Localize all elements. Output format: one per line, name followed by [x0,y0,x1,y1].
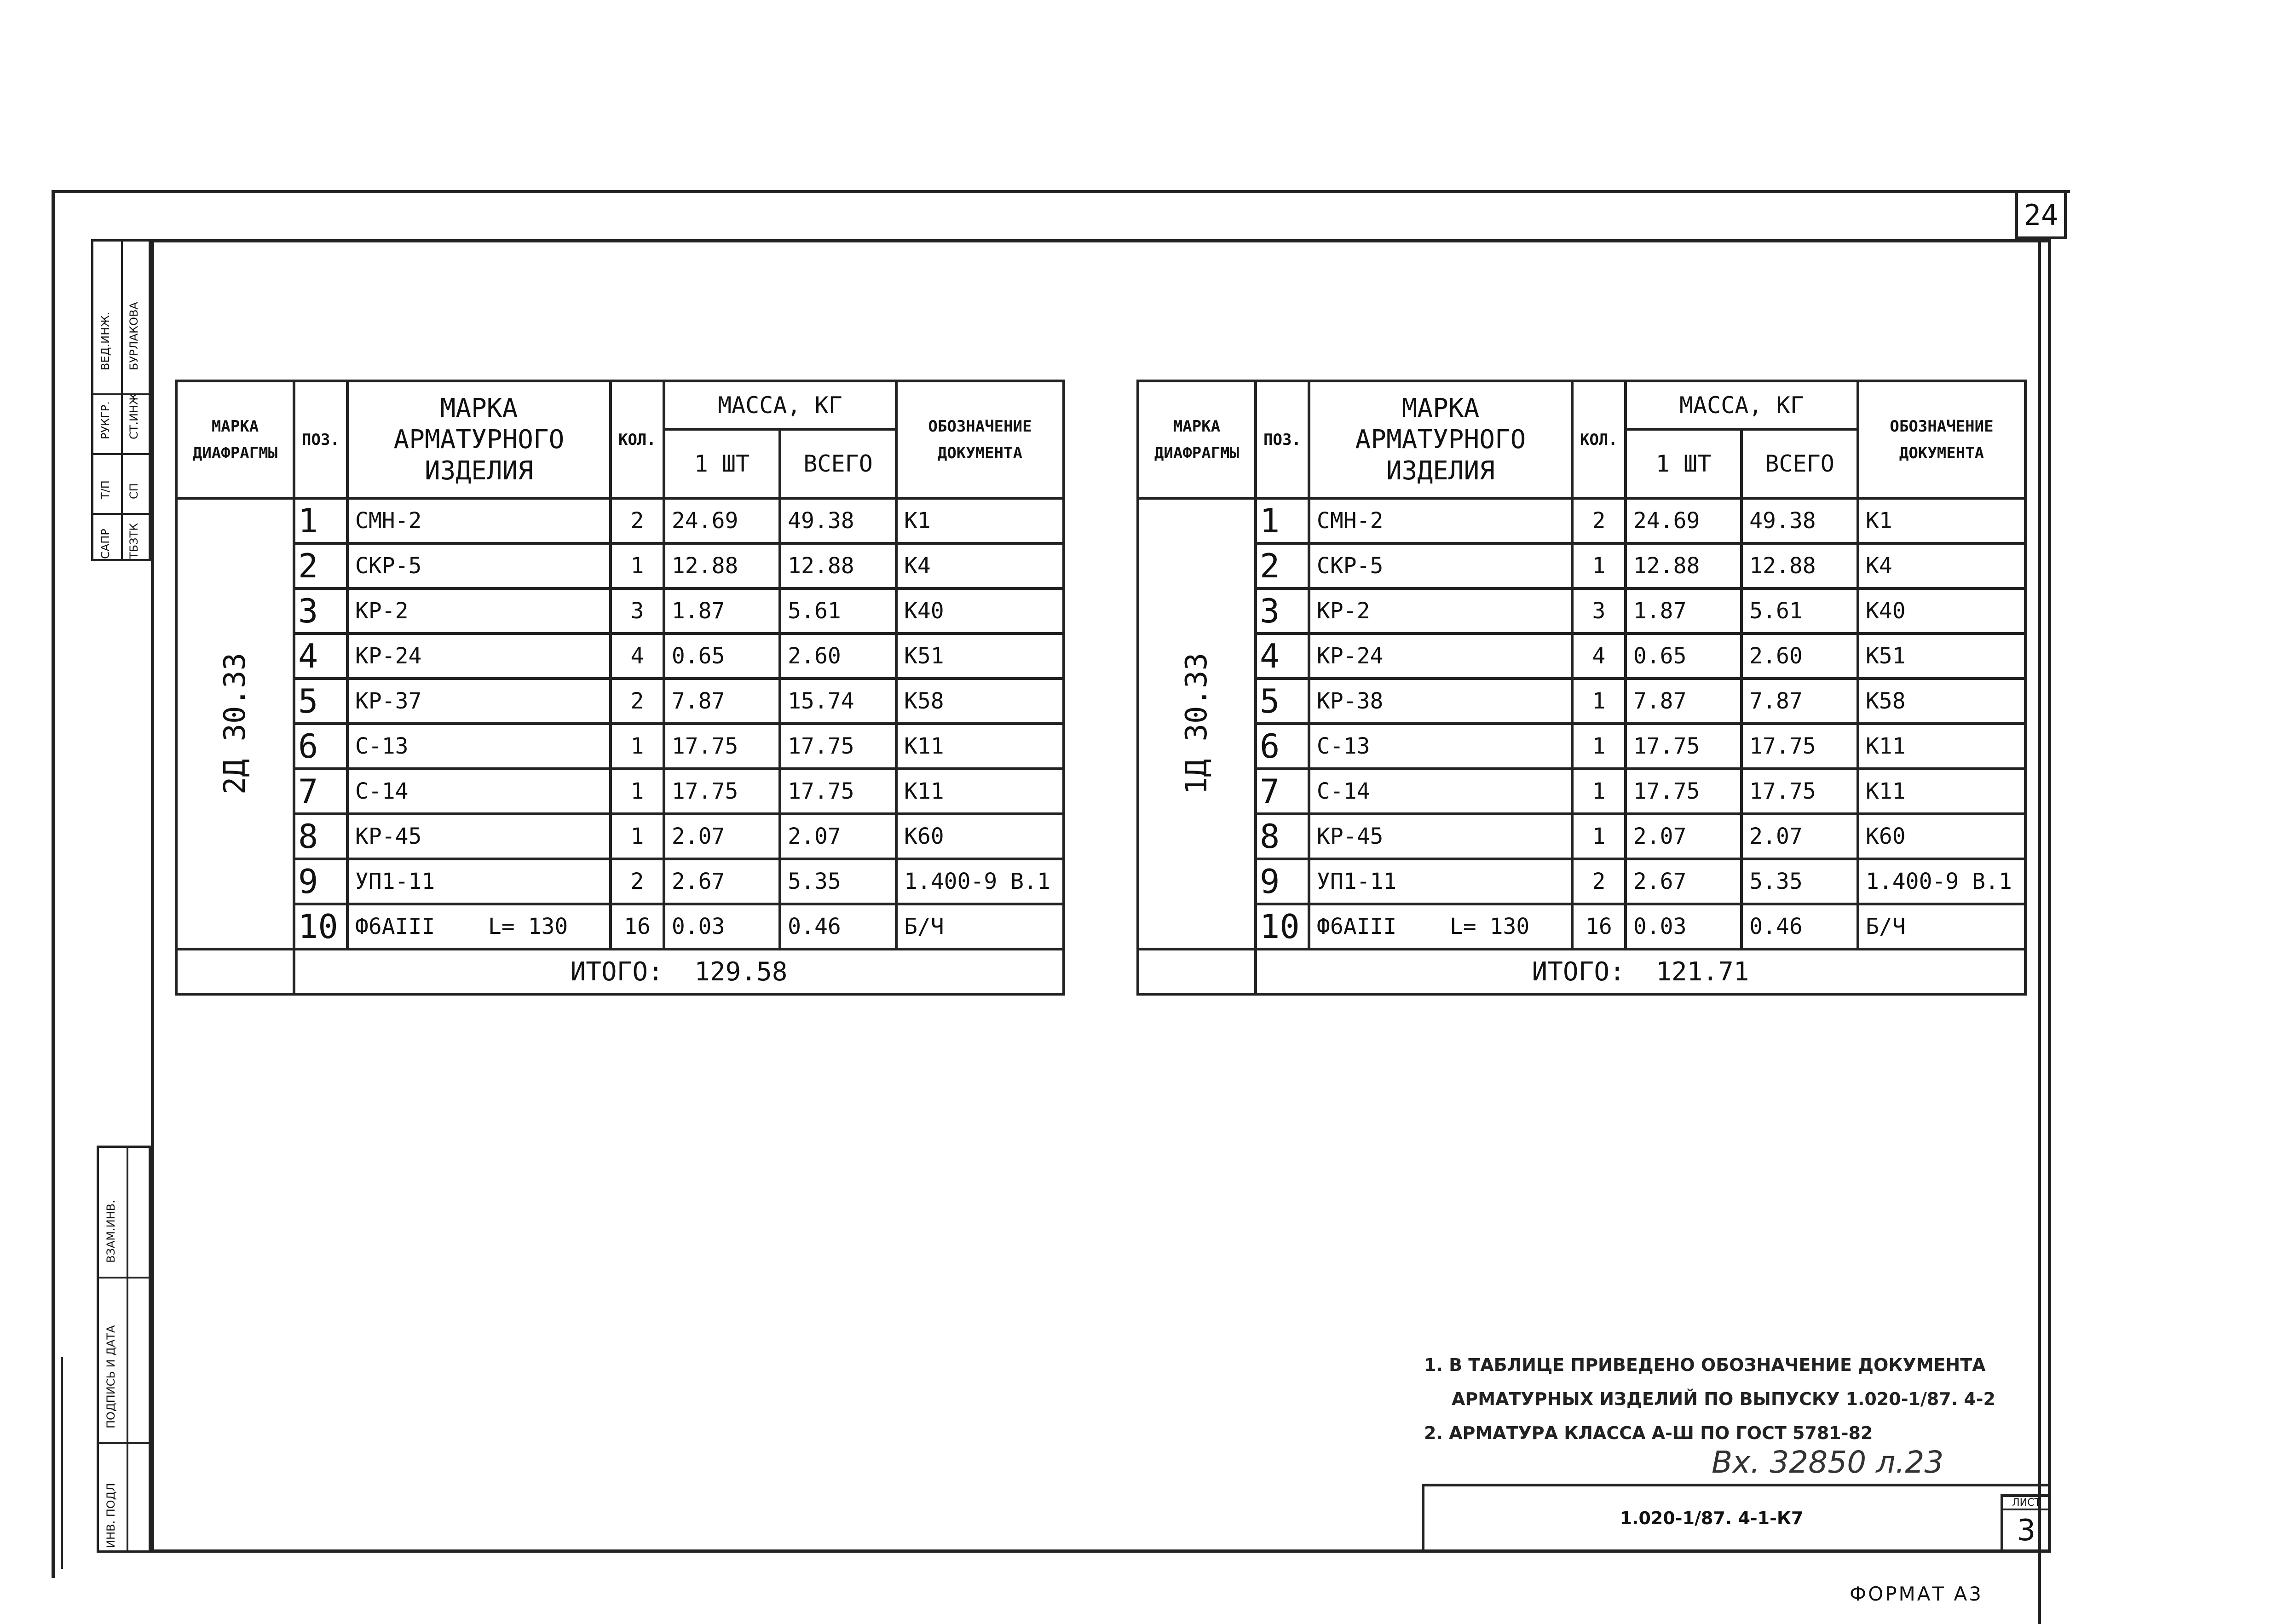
stamp-role: Т/П [99,480,112,499]
header-doc: ОБОЗНАЧЕНИЕ ДОКУМЕНТА [896,381,1064,498]
stamp-name: СТ.ИНЖ [127,393,140,439]
inventory-stamp [97,1146,151,1553]
table-row: 4 КР-24 4 0.65 2.60 К51 [1138,633,2025,679]
table-total-row [176,949,1064,994]
header-mark-diaphragm: МАРКА ДИАФРАГМЫ [176,381,294,498]
stamp-column-names [123,242,149,559]
table-row: 10 Ф6АIII L= 130 16 0.03 0.46 Б/Ч [1138,904,2025,949]
stamp-field: ПОДПИСЬ И ДАТА [104,1325,117,1428]
header-doc: ОБОЗНАЧЕНИЕ ДОКУМЕНТА [1858,381,2025,498]
table-row: 1Д 30.33 1 СМН-2 2 24.69 49.38 К1 [1138,498,2025,543]
header-mass-total: ВСЕГО [1741,429,1858,498]
table-row: 9 УП1-11 2 2.67 5.35 1.400-9 В.1 [176,859,1064,904]
table-row: 6 С-13 1 17.75 17.75 К11 [1138,724,2025,769]
spec-table-1d [1136,380,2027,996]
stamp-name: ТБЗТК [127,523,140,559]
stamp-role: РУКГР. [99,401,112,439]
stamp-name: БУРЛАКОВА [127,302,140,370]
stamp-field: ИНВ. ПОДЛ [104,1483,117,1548]
table-row: 6 С-13 1 17.75 17.75 К11 [176,724,1064,769]
header-kol: КОЛ. [1572,381,1626,498]
header-mark-item: МАРКА АРМАТУРНОГО ИЗДЕЛИЯ [347,381,611,498]
stamp-name: СП [127,483,140,499]
handwritten-code: Вх. 32850 л.23 [1712,1445,1944,1480]
note-line: АРМАТУРНЫХ ИЗДЕЛИЙ ПО ВЫПУСКУ 1.020-1/87. 4-2 [1452,1389,1995,1409]
approval-stamp [91,239,151,561]
table-row: 9 УП1-11 2 2.67 5.35 1.400-9 В.1 [1138,859,2025,904]
spec-table-2d [175,380,1065,996]
stamp-column-roles [93,242,123,559]
diaphragm-mark: 2Д 30.33 [176,498,294,949]
sheet-number: 24 [2015,193,2067,239]
table-row: 5 КР-37 2 7.87 15.74 К58 [176,679,1064,724]
table-total-row [1138,949,2025,994]
table-row: 8 КР-45 1 2.07 2.07 К60 [176,814,1064,859]
format-label: ФОРМАТ А3 [1850,1583,1983,1605]
title-sheet-box [2001,1494,2049,1553]
sheet-label: ЛИСТ [2003,1497,2049,1510]
table-row: 7 С-14 1 17.75 17.75 К11 [1138,769,2025,814]
frame-left-line [61,1357,63,1569]
header-mark-item: МАРКА АРМАТУРНОГО ИЗДЕЛИЯ [1309,381,1572,498]
stamp-role: САПР [99,529,112,559]
note-line: 2. АРМАТУРА КЛАССА А-Ш ПО ГОСТ 5781-82 [1424,1423,1873,1443]
header-mass-total: ВСЕГО [780,429,896,498]
table-row: 8 КР-45 1 2.07 2.07 К60 [1138,814,2025,859]
header-mass: МАССА, КГ [664,381,896,429]
header-mark-diaphragm: МАРКА ДИАФРАГМЫ [1138,381,1256,498]
table-row: 4 КР-24 4 0.65 2.60 К51 [176,633,1064,679]
header-mass-one: 1 ШТ [1626,429,1741,498]
table-row: 2Д 30.33 1 СМН-2 2 24.69 49.38 К1 [176,498,1064,543]
table-row: 7 С-14 1 17.75 17.75 К11 [176,769,1064,814]
header-kol: КОЛ. [611,381,664,498]
header-pos: ПОЗ. [294,381,347,498]
table-row: 5 КР-38 1 7.87 7.87 К58 [1138,679,2025,724]
header-mass: МАССА, КГ [1626,381,1858,429]
note-line: 1. В ТАБЛИЦЕ ПРИВЕДЕНО ОБОЗНАЧЕНИЕ ДОКУМЕНТА [1424,1355,1986,1375]
stamp-field: ВЗАМ.ИНВ. [104,1200,117,1263]
header-mass-one: 1 ШТ [664,429,780,498]
stamp-role: ВЕД.ИНЖ. [99,311,112,370]
document-code: 1.020-1/87. 4-1-К7 [1620,1508,1804,1528]
table-total: ИТОГО: 129.58 [294,949,1064,994]
sheet-number-title: 3 [2017,1514,2036,1548]
frame-right-line [2038,239,2041,1624]
table-row: 10 Ф6АIII L= 130 16 0.03 0.46 Б/Ч [176,904,1064,949]
diaphragm-mark: 1Д 30.33 [1138,498,1256,949]
header-pos: ПОЗ. [1256,381,1309,498]
table-total: ИТОГО: 121.71 [1256,949,2025,994]
notes [1424,1348,1995,1450]
table-row: 2 СКР-5 1 12.88 12.88 К4 [1138,543,2025,588]
table-row: 3 КР-2 3 1.87 5.61 К40 [1138,588,2025,633]
table-row: 3 КР-2 3 1.87 5.61 К40 [176,588,1064,633]
table-row: 2 СКР-5 1 12.88 12.88 К4 [176,543,1064,588]
